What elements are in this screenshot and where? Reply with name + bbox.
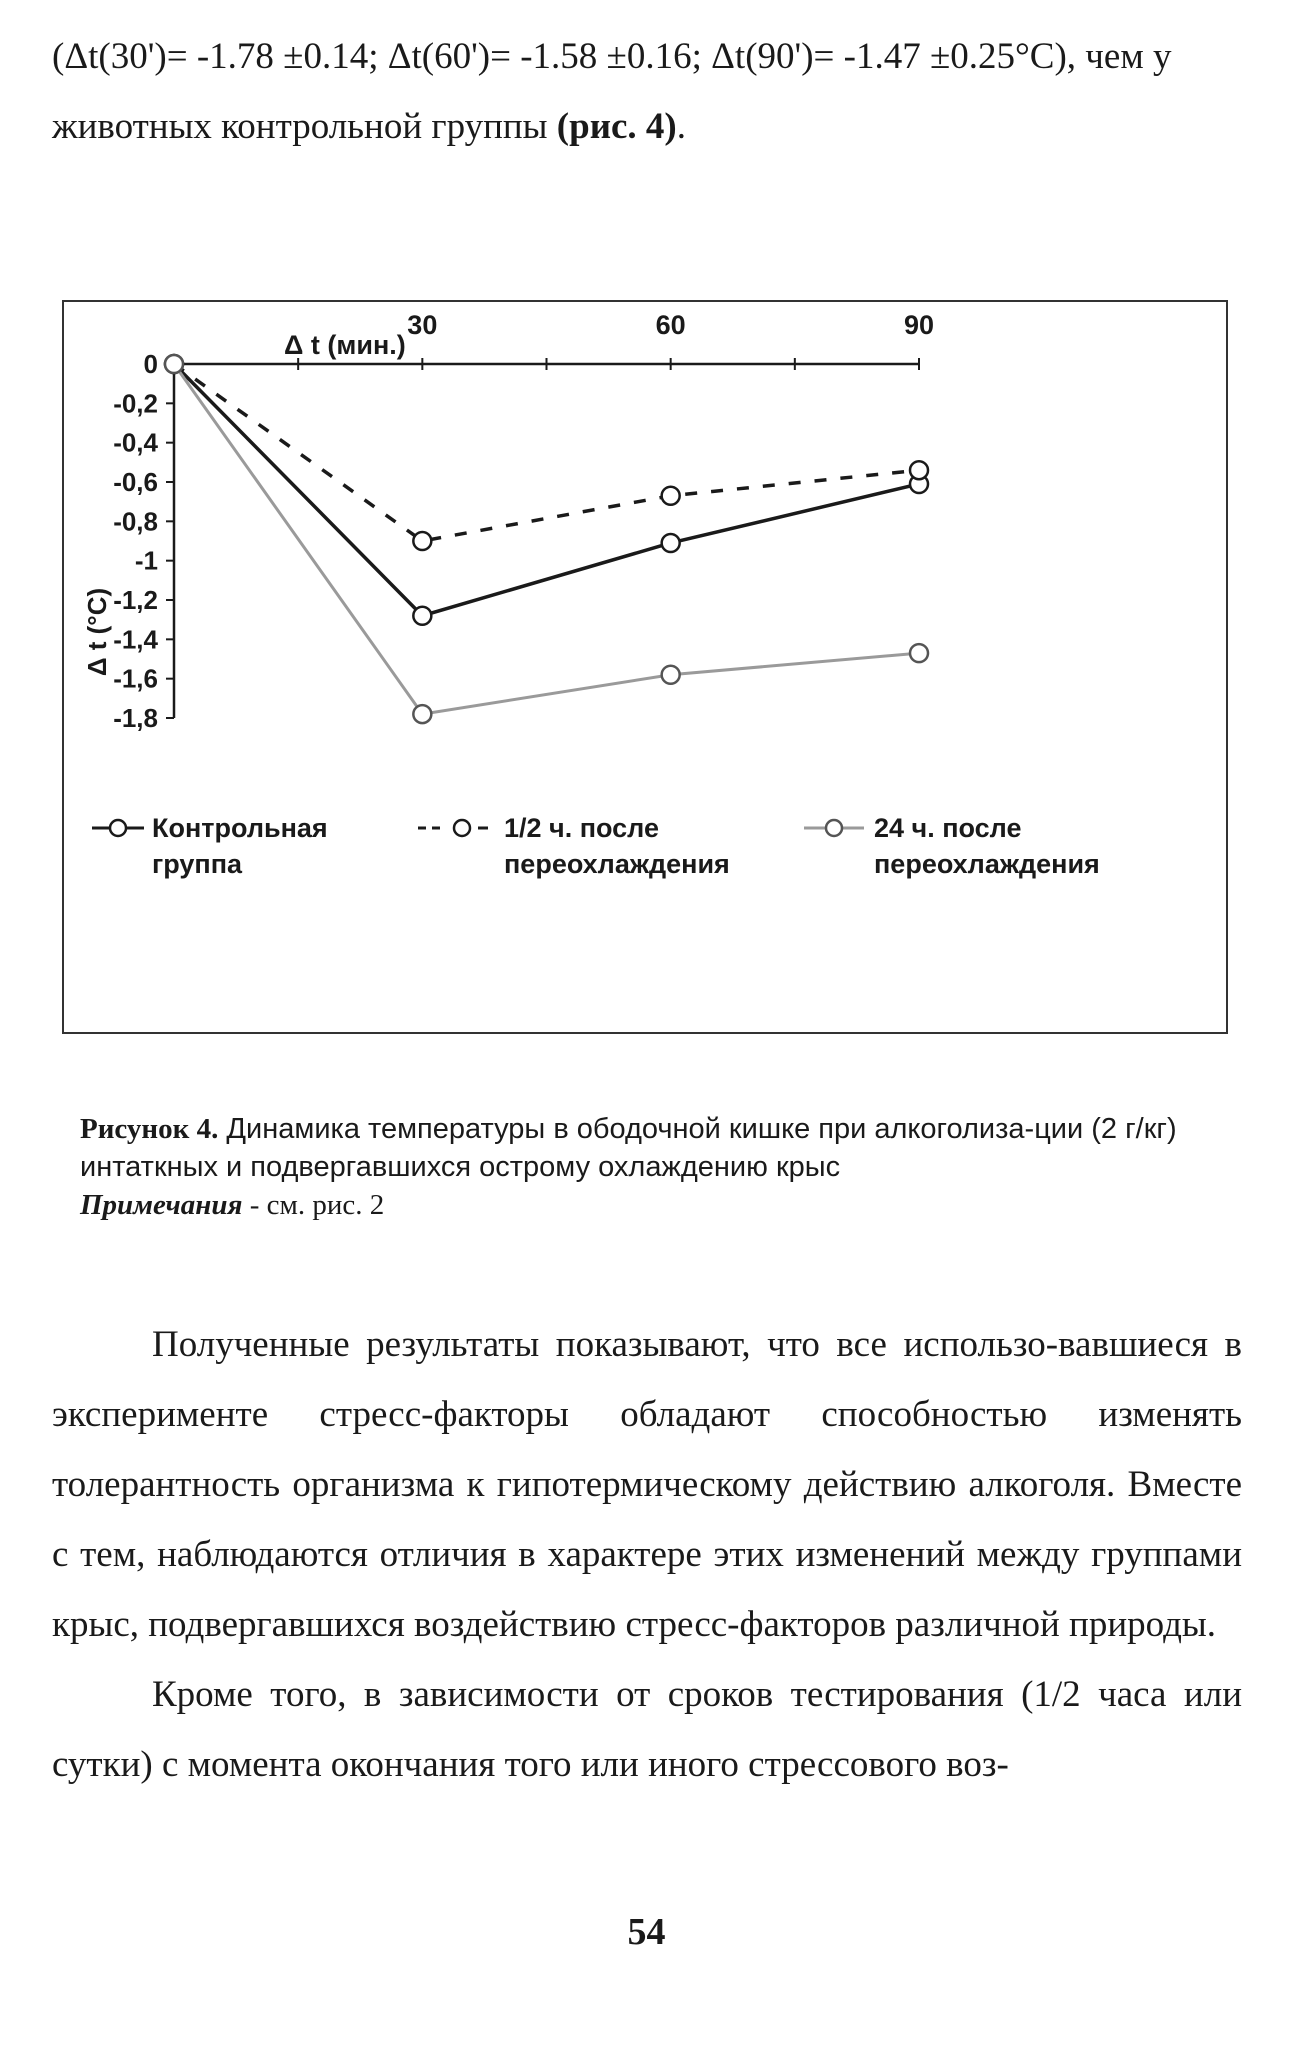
x-tick-label: 30 — [407, 310, 438, 340]
chart-axes — [113, 310, 934, 733]
y-tick-label: -1 — [134, 545, 158, 576]
y-tick-label: 0 — [143, 349, 158, 379]
figure-frame — [62, 300, 1228, 1034]
data-point — [413, 607, 431, 625]
top-line-1: (Δt(30')= -1.78 ±0.14; Δt(60')= -1.58 ±0.16; Δt(90')= -1.47 ±0.25°C), чем у — [52, 36, 1172, 77]
top-paragraph — [52, 22, 1242, 162]
x-axis-label: Δ t (мин.) — [284, 330, 406, 360]
data-point — [662, 666, 680, 684]
legend-item-day — [804, 813, 1100, 879]
y-tick-label: -0,6 — [113, 467, 158, 497]
page-number: 54 — [627, 1911, 666, 1953]
top-line-2-text: животных контрольной группы — [52, 106, 557, 147]
caption-note-text: - см. рис. 2 — [242, 1189, 385, 1221]
line-chart — [64, 302, 1226, 1032]
body-paragraph-1: Полученные результаты показывают, что все использо-вавшиеся в эксперименте стресс-факторы обладают способностью изменять толерантность организма к гипотермическому действию алкоголя. Вместе с тем, наблюдаются отличия в характере этих изменений между группами крыс, подвергавшихся воздействию стресс-факторов различной природы. — [52, 1324, 1242, 1645]
y-tick-label: -0,2 — [113, 388, 158, 419]
x-tick-label: 60 — [655, 310, 686, 340]
x-tick-label: 90 — [903, 310, 935, 340]
top-line-2-end: . — [676, 106, 687, 147]
caption-text: Динамика температуры в ободочной кишке при алкоголиза-ции (2 г/кг) интаткных и подвергавшихся острому охлаждению крыс — [80, 1113, 1177, 1183]
legend-label-day-2: переохлаждения — [874, 849, 1100, 879]
y-tick-label: -1,8 — [113, 703, 158, 733]
y-axis-label: Δ t (°C) — [82, 587, 112, 677]
series-day — [165, 355, 928, 723]
figure-reference: (рис. 4) — [556, 106, 677, 147]
data-point — [662, 487, 680, 505]
data-point — [910, 461, 928, 479]
data-point — [910, 644, 928, 662]
data-point — [662, 534, 680, 552]
series-control — [165, 355, 928, 625]
y-tick-label: -0,8 — [113, 506, 158, 537]
series-line — [174, 364, 919, 714]
caption-note — [80, 1186, 1230, 1224]
chart-series — [165, 355, 928, 723]
legend-label-day-1: 24 ч. после — [874, 813, 1022, 843]
figure-caption — [80, 1110, 1230, 1224]
series-line — [174, 364, 919, 616]
caption-main — [80, 1110, 1230, 1186]
top-line-2 — [52, 92, 1242, 162]
legend-label-control-2: группа — [152, 849, 243, 879]
data-point — [413, 532, 431, 550]
y-tick-label: -1,2 — [113, 585, 158, 615]
series-line — [174, 364, 919, 541]
y-tick-label: -1,6 — [113, 663, 158, 694]
y-tick-label: -0,4 — [113, 427, 158, 458]
legend-label-half-hour-2: переохлаждения — [504, 849, 730, 879]
legend-label-control-1: Контрольная — [152, 813, 328, 843]
body-paragraph-2: Кроме того, в зависимости от сроков тестирования (1/2 часа или сутки) с момента окончания того или иного стрессового воз- — [52, 1674, 1242, 1785]
y-tick-label: -1,4 — [113, 624, 158, 655]
chart-legend — [92, 813, 1100, 879]
series-half_hour — [165, 355, 928, 550]
caption-note-label: Примечания — [80, 1189, 243, 1221]
data-point — [165, 355, 183, 373]
legend-item-control — [92, 813, 328, 879]
caption-label: Рисунок 4. — [80, 1113, 219, 1145]
legend-item-half-hour — [418, 813, 730, 879]
data-point — [413, 705, 431, 723]
legend-label-half-hour-1: 1/2 ч. после — [504, 813, 659, 843]
body-text — [52, 1310, 1242, 1800]
